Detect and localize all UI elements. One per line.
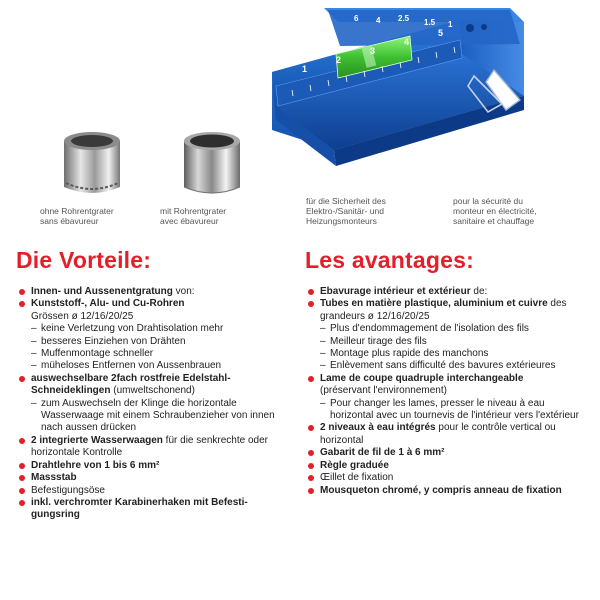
list-item: auswechselbare 2fach rostfreie Edelstahl-Schneideklingen (umweltschonend) – zum Auswechseln der Klinge die horizontale Wasserwaage mit einem Schraubenzieher von innen nach aussen drücken xyxy=(17,373,292,435)
advantages-list-fr xyxy=(306,286,588,497)
rough-ring-image xyxy=(52,125,132,205)
list-item: Tubes en matière plastique, aluminium et cuivre des grandeurs ø 12/16/20/25 – Plus d'endommagement de l'isolation des fils – Meilleur tirage des fils – Montage plus rapide des manchons – Enlèvement sans difficulté des bavures extérieures xyxy=(306,298,588,372)
sub-item: – keine Verletzung von Drahtisolation mehr xyxy=(31,323,292,335)
scale-number: 2.5 xyxy=(398,14,410,23)
heading-de: Die Vorteile: xyxy=(16,247,152,273)
list-item: Kunststoff-, Alu- und Cu-Rohren Grössen ø 12/16/20/25 – keine Verletzung von Drahtisolation mehr – besseres Einziehen von Drähten – Muffenmontage schneller – müheloses Entfernen von Aussenbrauen xyxy=(17,298,292,372)
sub-list xyxy=(31,323,292,373)
scale-number: 4 xyxy=(376,16,381,25)
sub-item: – zum Auswechseln der Klinge die horizontale Wasserwaage mit einem Schraubenzieher von innen nach aussen drücken xyxy=(31,398,292,435)
list-item: Gabarit de fil de 1 à 6 mm² xyxy=(306,447,588,459)
deburred-ring-image xyxy=(172,125,252,205)
sub-list xyxy=(31,398,292,435)
list-item: inkl. verchromter Karabinerhaken mit Befesti-gungsring xyxy=(17,497,292,522)
list-item: Œillet de fixation xyxy=(306,472,588,484)
scale-number: 1.5 xyxy=(424,18,436,27)
scale-number: 1 xyxy=(448,20,453,29)
list-item: 2 integrierte Wasserwaagen für die senkrechte oder horizontale Kontrolle xyxy=(17,435,292,460)
ruler-number: 4 xyxy=(404,37,410,47)
advantages-list-de xyxy=(17,286,292,522)
caption-safety-de: für die Sicherheit des Elektro-/Sanitär- und Heizungsmonteurs xyxy=(306,196,386,226)
sub-item: – Plus d'endommagement de l'isolation des fils xyxy=(320,323,588,335)
list-item: Ebavurage intérieur et extérieur de: xyxy=(306,286,588,298)
list-item: Befestigungsöse xyxy=(17,485,292,497)
sub-list xyxy=(320,323,588,373)
deburring-tool-illustration xyxy=(262,0,600,190)
caption-without-deburr: ohne Rohrentgrater sans ébavureur xyxy=(40,206,114,226)
ruler-number: 1 xyxy=(302,64,308,74)
ruler-number: 2 xyxy=(336,55,342,65)
sub-list xyxy=(320,398,588,423)
product-image xyxy=(262,0,600,190)
caption-safety-fr: pour la sécurité du monteur en électricité, sanitaire et chauffage xyxy=(453,196,537,226)
sub-item: – besseres Einziehen von Drähten xyxy=(31,336,292,348)
sub-item: – Enlèvement sans difficulté des bavures extérieures xyxy=(320,360,588,372)
ruler-number: 3 xyxy=(370,46,376,56)
sub-item: – Muffenmontage schneller xyxy=(31,348,292,360)
list-item: Mousqueton chromé, y compris anneau de fixation xyxy=(306,485,588,497)
ruler-number: 5 xyxy=(438,28,444,38)
list-item: Innen- und Aussenentgratung von: xyxy=(17,286,292,298)
list-item: Lame de coupe quadruple interchangeable (préservant l'environnement) – Pour changer les lames, presser le niveau à eau horizontal avec un tournevis de l'intérieur vers l'extérieur xyxy=(306,373,588,423)
sub-item: – Pour changer les lames, presser le niveau à eau horizontal avec un tournevis de l'intérieur vers l'extérieur xyxy=(320,398,588,423)
sub-item: – Meilleur tirage des fils xyxy=(320,336,588,348)
sub-item: – müheloses Entfernen von Aussenbrauen xyxy=(31,360,292,372)
list-item: 2 niveaux à eau intégrés pour le contrôle vertical ou horizontal xyxy=(306,422,588,447)
list-item: Règle graduée xyxy=(306,460,588,472)
scale-number: 6 xyxy=(354,14,359,23)
caption-with-deburr: mit Rohrentgrater avec ébavureur xyxy=(160,206,227,226)
list-item: Drahtlehre von 1 bis 6 mm² xyxy=(17,460,292,472)
heading-fr: Les avantages: xyxy=(305,247,474,273)
list-item: Massstab xyxy=(17,472,292,484)
sub-item: – Montage plus rapide des manchons xyxy=(320,348,588,360)
